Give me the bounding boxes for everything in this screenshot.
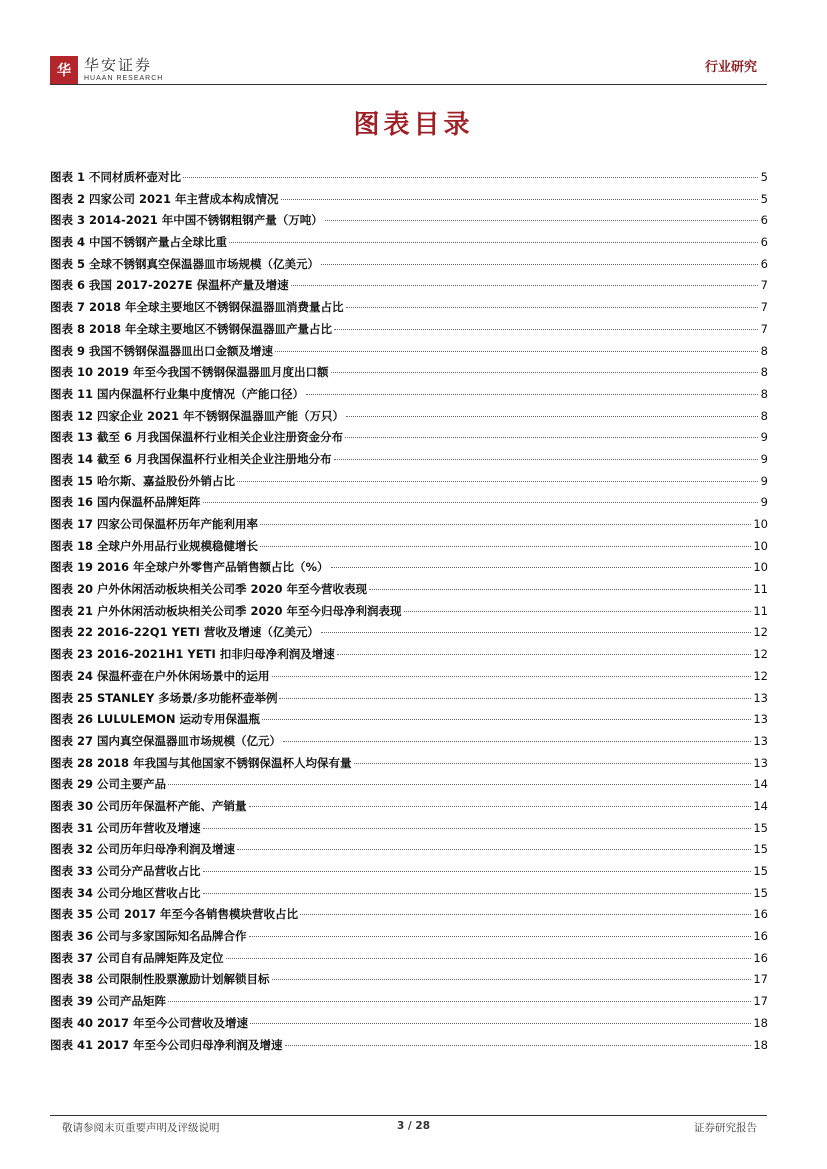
toc-entry[interactable] — [50, 386, 768, 408]
toc-dot-leader — [369, 589, 751, 590]
toc-dot-leader — [249, 806, 752, 807]
toc-entry-label[interactable]: 图表 7 2018 年全球主要地区不锈钢保温器皿消费量占比 — [50, 300, 344, 315]
toc-dot-leader — [260, 546, 751, 547]
toc-dot-leader — [354, 763, 752, 764]
toc-dot-leader — [321, 264, 758, 265]
toc-dot-leader — [291, 285, 758, 286]
toc-dot-leader — [331, 567, 752, 568]
toc-dot-leader — [272, 979, 752, 980]
toc-entry[interactable] — [50, 711, 768, 733]
toc-entry-page[interactable]: 18 — [753, 1037, 768, 1052]
toc-entry[interactable] — [50, 516, 768, 538]
toc-entry-page[interactable]: 13 — [753, 733, 768, 748]
toc-entry[interactable] — [50, 906, 768, 928]
toc-entry-label[interactable]: 图表 15 哈尔斯、嘉益股份外销占比 — [50, 473, 236, 488]
toc-entry-page[interactable]: 9 — [760, 451, 768, 466]
toc-dot-leader — [281, 199, 758, 200]
toc-dot-leader — [183, 177, 758, 178]
toc-entry[interactable] — [50, 950, 768, 972]
toc-entry-label[interactable]: 图表 17 四家公司保温杯历年产能利用率 — [50, 517, 259, 531]
toc-entry-label[interactable]: 图表 10 2019 年至今我国不锈钢保温器皿月度出口额 — [50, 365, 329, 380]
toc-entry[interactable] — [50, 538, 768, 560]
toc-entry-page[interactable]: 12 — [753, 668, 768, 683]
toc-entry-page[interactable]: 15 — [753, 885, 768, 900]
toc-entry-label[interactable]: 图表 5 全球不锈钢真空保温器皿市场规模（亿美元） — [50, 256, 320, 271]
toc-entry[interactable] — [50, 603, 768, 625]
toc-entry[interactable] — [50, 885, 768, 907]
toc-entry-page[interactable]: 18 — [753, 1015, 768, 1030]
report-category: 行业研究 — [704, 60, 757, 75]
toc-entry-page[interactable]: 17 — [753, 994, 768, 1009]
footer-disclaimer: 敬请参阅末页重要声明及评级说明 — [62, 1122, 220, 1134]
toc-entry-label[interactable]: 图表 36 公司与多家国际知名品牌合作 — [50, 929, 247, 944]
toc-entry-page[interactable]: 15 — [753, 864, 768, 878]
toc-entry-label[interactable]: 图表 40 2017 年至今公司营收及增速 — [50, 1015, 249, 1030]
toc-dot-leader — [226, 958, 752, 959]
toc-entry-page[interactable]: 9 — [760, 495, 768, 510]
toc-entry-label[interactable]: 图表 33 公司分产品营收占比 — [50, 864, 201, 878]
toc-entry-label[interactable]: 图表 19 2016 年全球户外零售产品销售额占比（%） — [50, 560, 329, 575]
toc-entry-label[interactable]: 图表 9 我国不锈钢保温器皿出口金额及增速 — [50, 343, 274, 358]
toc-dot-leader — [203, 893, 752, 894]
toc-dot-leader — [168, 784, 751, 785]
toc-entry-label[interactable]: 图表 27 国内真空保温器皿市场规模（亿元） — [50, 733, 282, 748]
toc-entry[interactable] — [50, 755, 768, 777]
toc-entry-page[interactable]: 9 — [760, 473, 768, 488]
toc-entry-label[interactable]: 图表 29 公司主要产品 — [50, 777, 167, 792]
toc-entry-label[interactable]: 图表 24 保温杯壶在户外休闲场景中的运用 — [50, 668, 270, 683]
toc-entry[interactable] — [50, 451, 768, 473]
toc-entry-page[interactable]: 7 — [760, 278, 768, 293]
toc-dot-leader — [203, 828, 752, 829]
toc-entry-page[interactable]: 15 — [753, 820, 768, 835]
toc-entry-label[interactable]: 图表 2 四家公司 2021 年主营成本构成情况 — [50, 191, 279, 206]
toc-entry-page[interactable]: 10 — [753, 560, 768, 575]
toc-entry[interactable] — [50, 1037, 768, 1059]
toc-entry-page[interactable]: 13 — [753, 755, 768, 770]
toc-entry[interactable] — [50, 321, 768, 343]
page-header — [0, 0, 827, 90]
toc-entry-page[interactable]: 14 — [753, 798, 768, 813]
toc-dot-leader — [346, 416, 758, 417]
toc-entry-page[interactable]: 6 — [760, 213, 768, 228]
toc-dot-leader — [203, 871, 752, 872]
toc-entry-page[interactable]: 8 — [760, 343, 768, 358]
toc-entry-page[interactable]: 11 — [753, 603, 768, 618]
toc-entry[interactable] — [50, 343, 768, 365]
table-of-figures — [50, 169, 768, 1058]
toc-entry[interactable] — [50, 690, 768, 712]
toc-dot-leader — [334, 329, 758, 330]
toc-entry-page[interactable]: 16 — [753, 929, 768, 944]
toc-entry[interactable] — [50, 364, 768, 386]
toc-dot-leader — [345, 437, 758, 438]
toc-dot-leader — [262, 719, 751, 720]
toc-entry-label[interactable]: 图表 4 中国不锈钢产量占全球比重 — [50, 235, 228, 250]
toc-entry[interactable] — [50, 624, 768, 646]
toc-entry-page[interactable]: 17 — [753, 972, 768, 987]
toc-entry[interactable] — [50, 581, 768, 603]
toc-dot-leader — [260, 524, 751, 525]
toc-entry-label[interactable]: 图表 28 2018 年我国与其他国家不锈钢保温杯人均保有量 — [50, 755, 352, 770]
toc-entry-page[interactable]: 16 — [753, 907, 768, 922]
toc-entry[interactable] — [50, 733, 768, 755]
page-number: 3 / 28 — [396, 1120, 431, 1132]
toc-dot-leader — [337, 654, 752, 655]
toc-entry[interactable] — [50, 256, 768, 278]
toc-entry-label[interactable]: 图表 16 国内保温杯品牌矩阵 — [50, 495, 201, 510]
toc-entry[interactable] — [50, 191, 768, 213]
toc-dot-leader — [275, 351, 758, 352]
toc-dot-leader — [250, 1023, 751, 1024]
toc-entry-label[interactable]: 图表 22 2016-22Q1 YETI 营收及增速（亿美元） — [50, 625, 319, 640]
toc-entry-page[interactable]: 16 — [753, 950, 768, 965]
toc-entry-label[interactable]: 图表 34 公司分地区营收占比 — [50, 885, 201, 900]
toc-dot-leader — [321, 632, 751, 633]
toc-entry-page[interactable]: 8 — [760, 408, 768, 423]
toc-entry-label[interactable]: 图表 31 公司历年营收及增速 — [50, 820, 201, 835]
toc-entry-label[interactable]: 图表 3 2014-2021 年中国不锈钢粗钢产量（万吨） — [50, 213, 323, 228]
toc-entry-label[interactable]: 图表 30 公司历年保温杯产能、产销量 — [50, 798, 247, 813]
toc-dot-leader — [325, 220, 758, 221]
header-divider — [50, 84, 767, 85]
footer-doc-type: 证券研究报告 — [694, 1122, 757, 1134]
toc-entry[interactable] — [50, 646, 768, 668]
toc-entry[interactable] — [50, 820, 768, 842]
toc-entry[interactable] — [50, 234, 768, 256]
toc-entry[interactable] — [50, 841, 768, 863]
toc-dot-leader — [306, 394, 758, 395]
toc-entry[interactable] — [50, 212, 768, 234]
page-title: 图表目录 — [353, 110, 474, 140]
company-logo — [50, 56, 163, 84]
toc-entry[interactable] — [50, 776, 768, 798]
toc-dot-leader — [331, 372, 758, 373]
toc-entry-label[interactable]: 图表 38 公司限制性股票激励计划解锁目标 — [50, 972, 270, 987]
toc-entry[interactable] — [50, 494, 768, 516]
toc-entry-page[interactable]: 10 — [753, 517, 768, 531]
logo-english-name: HUAAN RESEARCH — [84, 75, 164, 82]
toc-entry-label[interactable]: 图表 18 全球户外用品行业规模稳健增长 — [50, 538, 259, 553]
toc-entry-page[interactable]: 14 — [753, 777, 768, 792]
toc-entry[interactable] — [50, 993, 768, 1015]
toc-entry-label[interactable]: 图表 21 户外休闲活动板块相关公司季 2020 年至今归母净利润表现 — [50, 603, 402, 618]
toc-entry[interactable] — [50, 928, 768, 950]
toc-entry-label[interactable]: 图表 25 STANLEY 多场景/多功能杯壶举例 — [50, 690, 278, 705]
toc-entry[interactable] — [50, 277, 768, 299]
toc-entry[interactable] — [50, 169, 768, 191]
toc-entry-label[interactable]: 图表 41 2017 年至今公司归母净利润及增速 — [50, 1037, 283, 1052]
toc-entry[interactable] — [50, 429, 768, 451]
toc-dot-leader — [300, 914, 751, 915]
toc-entry-page[interactable]: 6 — [760, 235, 768, 250]
toc-entry-page[interactable]: 7 — [760, 300, 768, 315]
toc-entry-label[interactable]: 图表 12 四家企业 2021 年不锈钢保温器皿产能（万只） — [50, 408, 345, 423]
toc-dot-leader — [334, 459, 758, 460]
toc-entry-page[interactable]: 13 — [753, 712, 768, 727]
toc-entry-label[interactable]: 图表 20 户外休闲活动板块相关公司季 2020 年至今营收表现 — [50, 582, 368, 597]
toc-dot-leader — [283, 741, 751, 742]
toc-dot-leader — [237, 481, 758, 482]
toc-entry[interactable] — [50, 408, 768, 430]
toc-dot-leader — [346, 307, 758, 308]
toc-entry-page[interactable]: 8 — [760, 365, 768, 380]
toc-entry[interactable] — [50, 863, 768, 885]
toc-entry[interactable] — [50, 299, 768, 321]
toc-entry-page[interactable]: 11 — [753, 582, 768, 597]
toc-entry[interactable] — [50, 473, 768, 495]
toc-entry-page[interactable]: 7 — [760, 321, 768, 336]
toc-dot-leader — [404, 611, 752, 612]
toc-entry[interactable] — [50, 668, 768, 690]
toc-dot-leader — [203, 502, 758, 503]
toc-entry-label[interactable]: 图表 26 LULULEMON 运动专用保温瓶 — [50, 712, 261, 727]
toc-entry[interactable] — [50, 1015, 768, 1037]
toc-entry-page[interactable]: 9 — [760, 430, 768, 445]
toc-entry-page[interactable]: 10 — [753, 538, 768, 553]
toc-entry-label[interactable]: 图表 13 截至 6 月我国保温杯行业相关企业注册资金分布 — [50, 430, 344, 445]
toc-dot-leader — [168, 1001, 751, 1002]
toc-entry-page[interactable]: 15 — [753, 842, 768, 857]
toc-entry-page[interactable]: 5 — [760, 191, 768, 206]
toc-dot-leader — [249, 936, 752, 937]
toc-entry-page[interactable]: 12 — [753, 647, 768, 662]
toc-entry-label[interactable]: 图表 39 公司产品矩阵 — [50, 994, 167, 1009]
toc-entry-label[interactable]: 图表 37 公司自有品牌矩阵及定位 — [50, 950, 224, 965]
toc-entry-label[interactable]: 图表 6 我国 2017-2027E 保温杯产量及增速 — [50, 278, 289, 293]
footer-divider — [50, 1115, 767, 1116]
toc-dot-leader — [272, 676, 752, 677]
toc-entry-page[interactable]: 12 — [753, 625, 768, 640]
toc-entry-page[interactable]: 6 — [760, 256, 768, 271]
toc-dot-leader — [237, 849, 751, 850]
toc-entry-label[interactable]: 图表 8 2018 年全球主要地区不锈钢保温器皿产量占比 — [50, 321, 333, 336]
toc-dot-leader — [279, 698, 751, 699]
toc-entry-page[interactable]: 8 — [760, 386, 768, 401]
toc-entry[interactable] — [50, 971, 768, 993]
toc-entry-label[interactable]: 图表 14 截至 6 月我国保温杯行业相关企业注册地分布 — [50, 451, 332, 466]
toc-dot-leader — [285, 1045, 752, 1046]
toc-entry[interactable] — [50, 559, 768, 581]
toc-entry-page[interactable]: 13 — [753, 690, 768, 705]
toc-entry-label[interactable]: 图表 23 2016-2021H1 YETI 扣非归母净利润及增速 — [50, 647, 335, 662]
toc-entry-label[interactable]: 图表 32 公司历年归母净利润及增速 — [50, 842, 236, 857]
toc-dot-leader — [229, 242, 758, 243]
logo-chinese-name: 华安证券 — [84, 56, 153, 74]
toc-entry-label[interactable]: 图表 1 不同材质杯壶对比 — [50, 170, 182, 184]
logo-seal-icon: 华 — [50, 56, 78, 84]
toc-entry[interactable] — [50, 798, 768, 820]
toc-entry-page[interactable]: 5 — [760, 170, 768, 184]
toc-entry-label[interactable]: 图表 35 公司 2017 年至今各销售模块营收占比 — [50, 907, 299, 922]
toc-entry-label[interactable]: 图表 11 国内保温杯行业集中度情况（产能口径） — [50, 386, 305, 401]
logo-text — [84, 57, 163, 83]
